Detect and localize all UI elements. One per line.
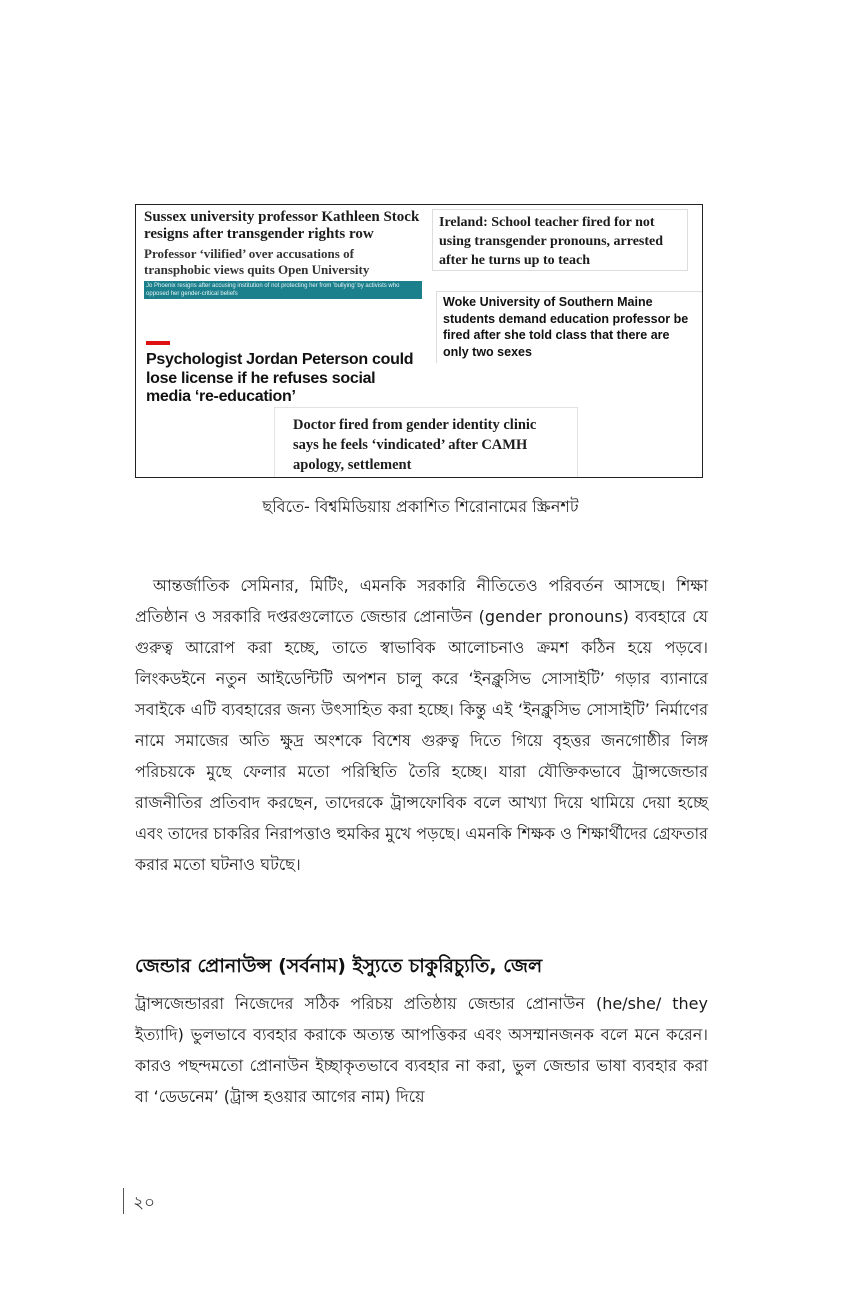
headline-clip-peterson bbox=[136, 339, 430, 409]
red-tag-marker bbox=[146, 341, 170, 345]
headline-title: Psychologist Jordan Peterson could lose license if he refuses social media ‘re-education’ bbox=[146, 351, 414, 405]
headline-clip-doctor bbox=[274, 407, 578, 478]
headline-clip-ireland bbox=[432, 209, 688, 271]
headline-clip-maine bbox=[436, 291, 703, 363]
body-paragraph: ট্রান্সজেন্ডাররা নিজেদের সঠিক পরিচয় প্রতিষ্ঠায় জেন্ডার প্রোনাউন (he/she/ they ইত্যাদি) ভুলভাবে ব্যবহার করাকে অত্যন্ত আপত্তিকর এবং অসম্মানজনক বলে মনে করেন। কারও পছন্দমতো প্রোনাউন ইচ্ছাকৃতভাবে ব্যবহার না করা, ভুল জেন্ডার ভাষা ব্যবহার করা বা ‘ডেডনেম’ (ট্রান্স হওয়ার আগের নাম) দিয়ে bbox=[135, 994, 709, 1106]
headline-photo-caption: Jo Phoenix resigns after accusing institution of not protecting her from 'bullying' by activists who opposed her gender-critical beliefs bbox=[144, 281, 422, 299]
headline-clip-sussex bbox=[136, 205, 428, 333]
headline-title: Woke University of Southern Maine students demand education professor be fired after she told class that there are only two sexes bbox=[443, 295, 689, 359]
headline-title: Sussex university professor Kathleen Stock resigns after transgender rights row bbox=[144, 209, 420, 242]
headline-subtitle: Professor ‘vilified’ over accusations of transphobic views quits Open University bbox=[144, 246, 370, 277]
figure-caption: ছবিতে- বিশ্বমিডিয়ায় প্রকাশিত শিরোনামের স্ক্রিনশট bbox=[262, 497, 579, 516]
page-number: ২০ bbox=[133, 1193, 156, 1213]
headline-collage-figure bbox=[135, 204, 703, 478]
section-heading: জেন্ডার প্রোনাউন্স (সর্বনাম) ইস্যুতে চাকুরিচ্যুতি, জেল bbox=[135, 955, 543, 977]
body-paragraph: আন্তর্জাতিক সেমিনার, মিটিং, এমনকি সরকারি নীতিতেও পরিবর্তন আসছে। শিক্ষা প্রতিষ্ঠান ও সরকারি দপ্তরগুলোতে জেন্ডার প্রোনাউন (gender pronouns) ব্যবহারে যে গুরুত্ব আরোপ করা হচ্ছে, তাতে স্বাভাবিক আলোচনাও ক্রমশ কঠিন হয়ে পড়বে। লিংকডইনে নতুন আইডেন্টিটি অপশন চালু করে ‘ইনক্লুসিভ সোসাইটি’ গড়ার ব্যানারে সবাইকে এটি ব্যবহারের জন্য উৎসাহিত করা হচ্ছে। কিন্তু এই ‘ইনক্লুসিভ সোসাইটি’ নির্মাণের নামে সমাজের অতি ক্ষুদ্র অংশকে বিশেষ গুরুত্ব দিতে গিয়ে বৃহত্তর জনগোষ্ঠীর লিঙ্গ পরিচয়কে মুছে ফেলার মতো পরিস্থিতি তৈরি হচ্ছে। যারা যৌক্তিকভাবে ট্রান্সজেন্ডার রাজনীতির প্রতিবাদ করছেন, তাদেরকে ট্রান্সফোবিক বলে আখ্যা দিয়ে থামিয়ে দেয়া হচ্ছে এবং তাদের চাকরির নিরাপত্তাও হুমকির মুখে পড়ছে। এমনকি শিক্ষক ও শিক্ষার্থীদের গ্রেফতার করার মতো ঘটনাও ঘটছে। bbox=[135, 576, 708, 874]
footer-rule bbox=[123, 1188, 124, 1214]
headline-title: Ireland: School teacher fired for not using transgender pronouns, arrested after he turns up to teach bbox=[439, 215, 664, 268]
headline-title: Doctor fired from gender identity clinic says he feels ‘vindicated’ after CAMH apology, settlement bbox=[293, 417, 537, 473]
